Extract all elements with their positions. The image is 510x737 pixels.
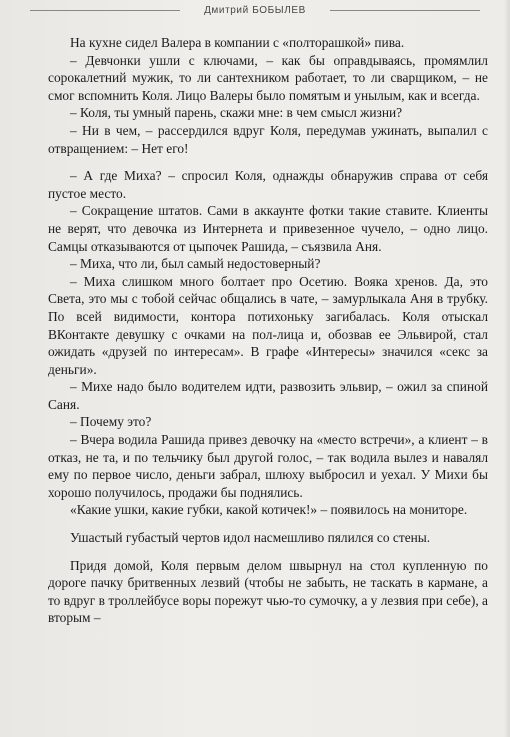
paragraph: – Миха слишком много болтает про Осетию. Вояка хренов. Да, это Света, это мы с тобой сейчас общались в чате, – замурлыкала Аня в трубку. По всей видимости, контора потихоньку загибалась. Коля отыскал ВКонтакте девушку с очками на пол-лица и, обозвав ее Эльвирой, стал ожидать «друзей по интересам». В графе «Интересы» значился «секс за деньги».: [48, 273, 488, 377]
running-header: [0, 0, 510, 22]
page-edge-shadow: [504, 0, 510, 737]
paragraph: – Михе надо было водителем идти, развозить эльвир, – ожил за спиной Саня.: [48, 379, 488, 412]
paragraph: – Коля, ты умный парень, скажи мне: в чем смысл жизни?: [70, 105, 403, 121]
paragraph: – Почему это?: [70, 414, 152, 430]
paragraph: – А где Миха? – спросил Коля, однажды обнаружив справа от себя пустое место.: [48, 168, 488, 201]
body-text: [48, 34, 488, 627]
author-name: Дмитрий БОБЫЛЕВ: [204, 4, 306, 16]
paragraph: – Сокращение штатов. Сами в аккаунте фотки такие ставите. Клиенты не верят, что девочка из Интернета и привезенное чучело, – одно лицо. Самцы отказываются от цыпочек Рашида, – съязвила Аня.: [48, 203, 488, 254]
paragraph: Ушастый губастый чертов идол насмешливо пялился со стены.: [70, 530, 431, 546]
header-rule-left: [30, 10, 180, 11]
paragraph: – Вчера водила Рашида привез девочку на «место встречи», а клиент – в отказ, не та, и по тельчику был другой голос, – так водила вылез и навалял ему по первое число, деньги забрал, шлюху выбросил и уехал. У Михи бы хорошо получилось, продажи бы поднялись.: [48, 432, 488, 500]
paragraph: Придя домой, Коля первым делом швырнул на стол купленную по дороге пачку бритвенных лезвий (чтобы не забыть, не таскать в кармане, а то вдруг в троллейбусе воры порежут чью-то сумочку, а у лезвия при себе), а вторым –: [48, 557, 488, 626]
header-rule-right: [330, 10, 480, 11]
paragraph: На кухне сидел Валера в компании с «полторашкой» пива.: [70, 35, 405, 50]
paragraph: «Какие ушки, какие губки, какой котичек!» – появилось на мониторе.: [70, 502, 468, 518]
paragraph: – Ни в чем, – рассердился вдруг Коля, передумав ужинать, выпалил с отвращением: – Нет его!: [48, 122, 488, 156]
paragraph: – Миха, что ли, был самый недостоверный?: [70, 256, 321, 272]
paragraph: – Девчонки ушли с ключами, – как бы оправдываясь, промямлил сорокалетний мужик, то ли сантехником работает, то ли сварщиком, – не смог вспомнить Коля. Лицо Валеры было помятым и унылым, как и всегда.: [48, 52, 488, 103]
